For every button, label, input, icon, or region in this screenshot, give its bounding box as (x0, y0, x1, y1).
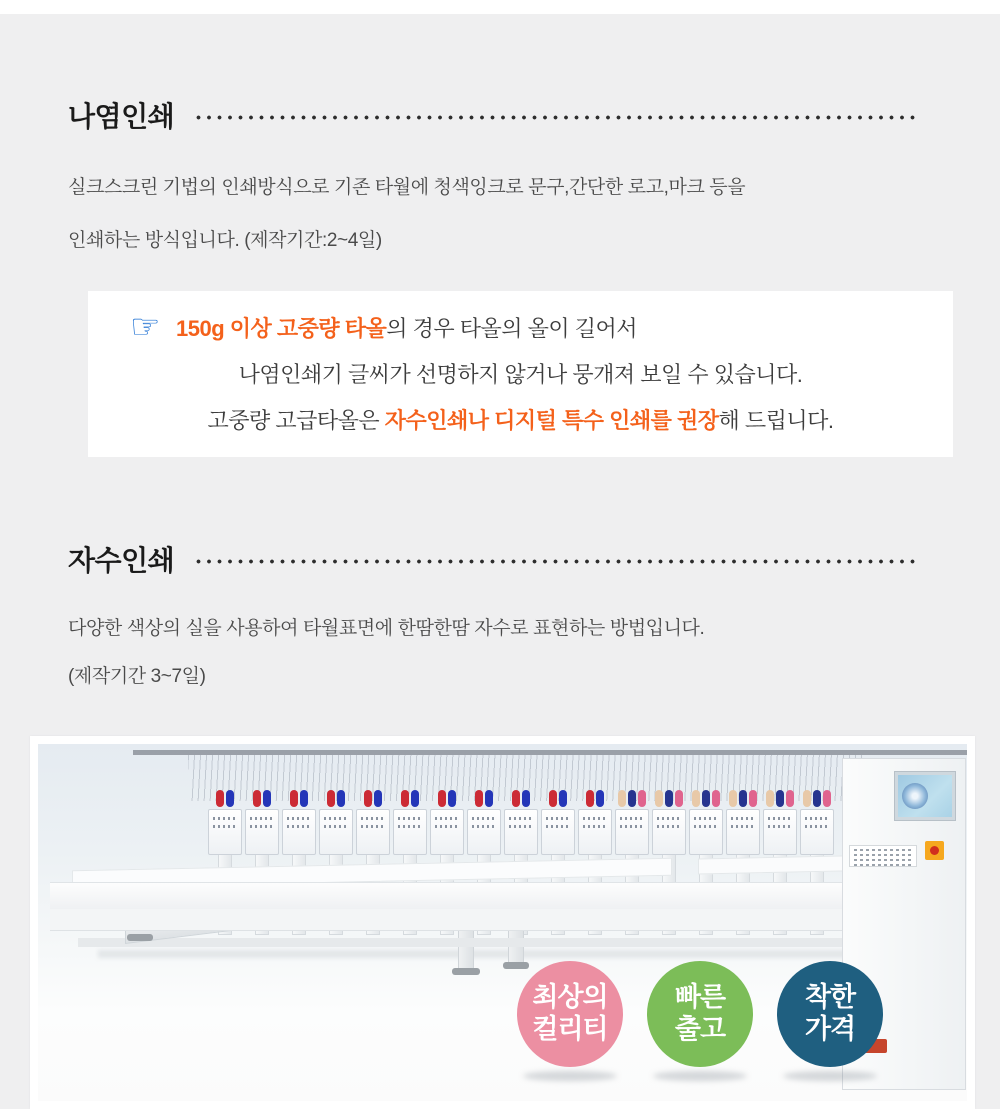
machine-table-top (50, 882, 963, 909)
machine-foot (127, 934, 153, 941)
control-label-strip (849, 845, 917, 867)
emergency-stop-button (925, 841, 944, 860)
notice-line3-suffix: 해 드립니다. (718, 408, 834, 433)
section-dye-heading (68, 95, 915, 135)
section-dye-description (68, 161, 1000, 267)
machine-under-beam (78, 938, 897, 947)
badge-line2: 출고 (674, 1014, 726, 1044)
machine-photo-frame (30, 736, 975, 1109)
badge-fast-shipping (647, 961, 753, 1067)
dotted-leader-line (196, 559, 915, 564)
control-screen-display (898, 775, 952, 817)
notice-line1 (108, 306, 933, 352)
badge-best-quality (517, 961, 623, 1067)
badge-line1: 빠른 (674, 982, 726, 1013)
badge-line1: 착한 (804, 982, 856, 1013)
section-embroidery-printing (68, 539, 1000, 701)
screen-logo-swirl (902, 783, 928, 809)
notice-line3-highlight: 자수인쇄나 디지털 특수 인쇄를 권장 (384, 408, 719, 433)
embroidery-desc-line1: 다양한 색상의 실을 사용하여 타월표면에 한땀한땀 자수로 표현하는 방법입니다. (68, 618, 705, 639)
section-embroidery-title: 자수인쇄 (68, 545, 175, 576)
machine-foot (452, 968, 480, 975)
embroidery-machine-photo (38, 744, 967, 1101)
section-embroidery-heading (68, 539, 915, 579)
section-dye-printing (68, 95, 1000, 267)
badge-line2: 가격 (804, 1014, 856, 1044)
badge-shadow (783, 1071, 877, 1081)
notice-line1-rest: 의 경우 타올의 올이 길어서 (386, 316, 637, 341)
notice-line2: 나염인쇄기 글씨가 선명하지 않거나 뭉개져 보일 수 있습니다. (238, 362, 803, 387)
emergency-stop-dot (930, 846, 939, 855)
top-white-strip (0, 0, 1000, 14)
notice-line3 (108, 398, 933, 444)
notice-line3-prefix: 고중량 고급타올은 (207, 408, 385, 433)
notice-line1-text (176, 306, 637, 352)
dye-desc-line2: 인쇄하는 방식입니다. (제작기간:2~4일) (68, 230, 382, 251)
badge-good-price (777, 961, 883, 1067)
machine-foot (503, 962, 529, 969)
heavyweight-towel-notice-box (88, 291, 953, 457)
section-dye-title: 나염인쇄 (68, 101, 175, 132)
badge-shadow (653, 1071, 747, 1081)
badge-line1: 최상의 (532, 982, 608, 1013)
embroidery-desc-line2: (제작기간 3~7일) (68, 666, 206, 687)
badge-shadow (523, 1071, 617, 1081)
machine-table-front (50, 909, 963, 931)
dotted-leader-line (196, 115, 915, 120)
section-embroidery-description (68, 605, 1000, 701)
control-screen (894, 771, 956, 821)
pointing-hand-icon: ☞ (130, 308, 160, 346)
badge-line2: 컬리티 (532, 1014, 608, 1044)
dye-desc-line1: 실크스크린 기법의 인쇄방식으로 기존 타월에 청색잉크로 문구,간단한 로고,마크 등을 (68, 177, 746, 198)
notice-line1-highlight: 150g 이상 고중량 타올 (175, 316, 387, 341)
